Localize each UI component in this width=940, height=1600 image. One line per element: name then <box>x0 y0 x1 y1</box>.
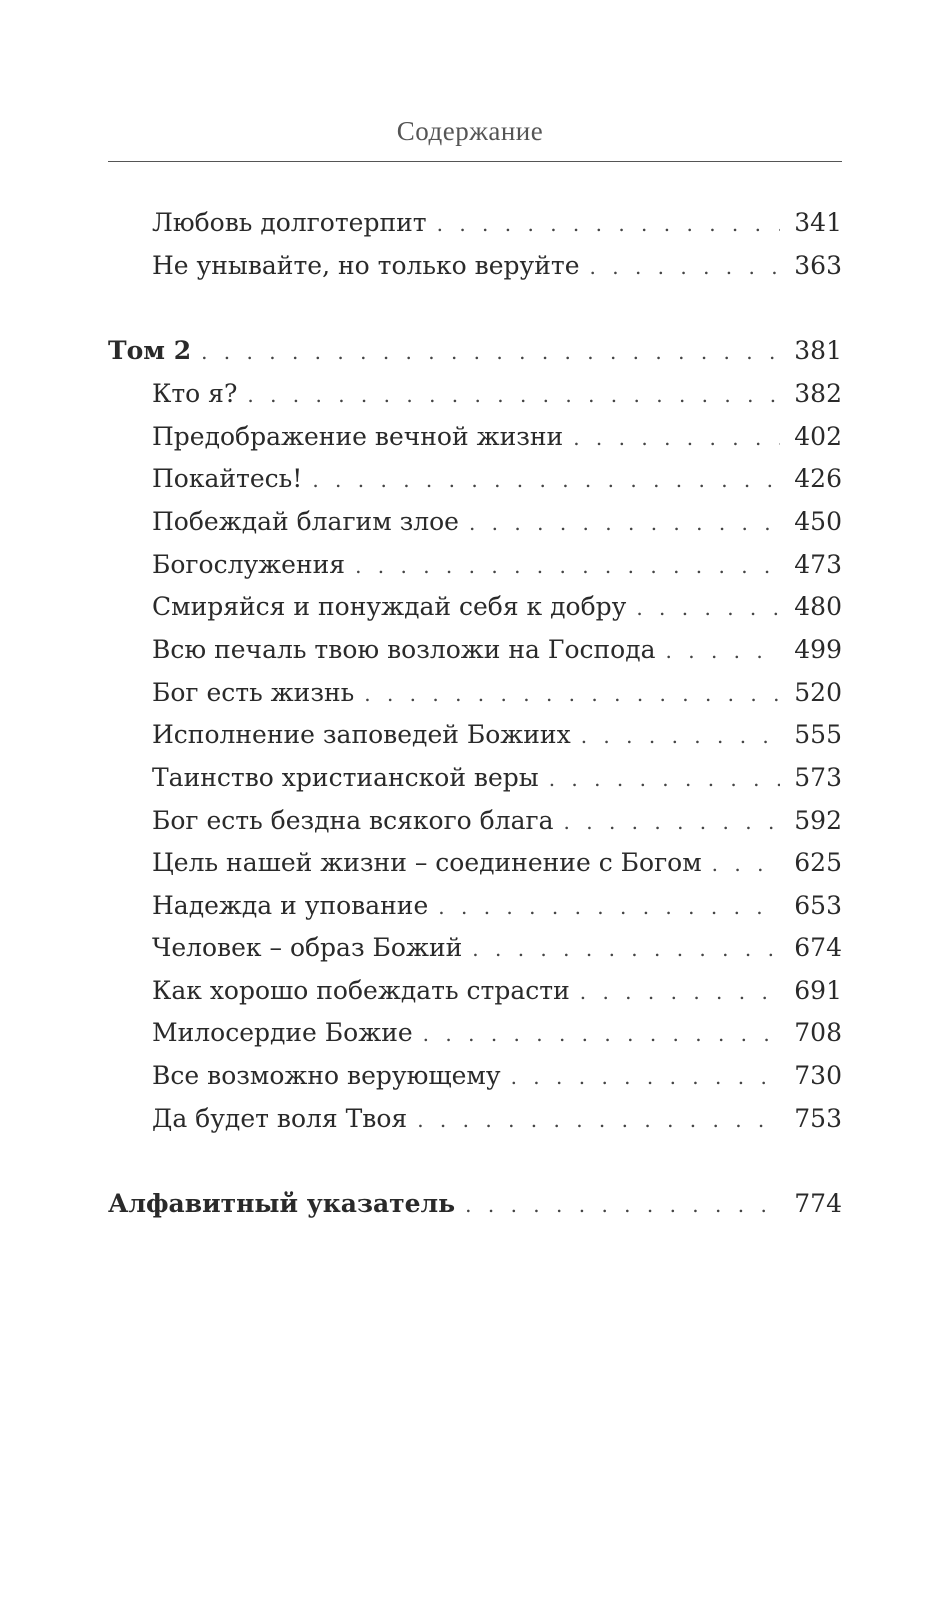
dot-leader <box>312 468 780 492</box>
toc-entry[interactable] <box>152 1018 842 1058</box>
dot-leader <box>511 1065 781 1089</box>
toc-entry-title: Предображение вечной жизни <box>152 422 564 451</box>
toc-entry[interactable] <box>152 550 842 590</box>
toc-entry-page: 653 <box>794 891 842 920</box>
toc-entry-title: Цель нашей жизни – соединение с Богом <box>152 848 702 877</box>
dot-leader <box>573 426 780 450</box>
toc-entry-title: Все возможно верующему <box>152 1061 501 1090</box>
toc-entry-title: Не унывайте, но только веруйте <box>152 251 580 280</box>
toc-entry-page: 625 <box>794 848 842 877</box>
toc-entry-page: 426 <box>794 464 842 493</box>
toc-entry[interactable] <box>152 678 842 718</box>
toc-entry-page: 382 <box>794 379 842 408</box>
toc-entry-page: 555 <box>794 720 842 749</box>
dot-leader <box>437 212 781 236</box>
toc-entry-page: 708 <box>794 1018 842 1047</box>
toc-index-heading[interactable] <box>108 1189 842 1229</box>
dot-leader <box>564 810 781 834</box>
toc-entry-page: 450 <box>794 507 842 536</box>
toc-entry[interactable] <box>152 507 842 547</box>
dot-leader <box>590 255 781 279</box>
toc-entry-page: 592 <box>794 806 842 835</box>
toc-entry-page: 730 <box>794 1061 842 1090</box>
dot-leader <box>355 554 780 578</box>
toc-entry[interactable] <box>152 720 842 760</box>
toc-entry-page: 499 <box>794 635 842 664</box>
toc-entry-title: Человек – образ Божий <box>152 933 463 962</box>
header-divider <box>108 161 842 162</box>
toc-entry-title: Богослужения <box>152 550 346 579</box>
toc-entry[interactable] <box>152 848 842 888</box>
toc-entry-title: Бог есть жизнь <box>152 678 355 707</box>
dot-leader <box>417 1108 780 1132</box>
dot-leader <box>469 511 780 535</box>
toc-entry[interactable] <box>152 976 842 1016</box>
toc-entry-title: Побеждай благим злое <box>152 507 459 536</box>
toc-entry-title: Покайтесь! <box>152 464 303 493</box>
dot-leader <box>423 1022 781 1046</box>
page-title: Содержание <box>396 116 544 146</box>
toc-entry-page: 473 <box>794 550 842 579</box>
toc-entry[interactable] <box>152 806 842 846</box>
toc-entry[interactable] <box>152 251 842 291</box>
toc-entry-title: Смиряйся и понуждай себя к добру <box>152 592 627 621</box>
toc-entry-title: Том 2 <box>108 336 192 365</box>
toc-entry-title: Бог есть бездна всякого блага <box>152 806 554 835</box>
toc-entry-title: Как хорошо побеждать страсти <box>152 976 570 1005</box>
dot-leader <box>666 639 781 663</box>
toc-entry-title: Всю печаль твою возложи на Господа <box>152 635 656 664</box>
toc-entry[interactable] <box>152 933 842 973</box>
toc-entry-page: 753 <box>794 1104 842 1133</box>
toc-entry-title: Кто я? <box>152 379 238 408</box>
toc-entry-page: 573 <box>794 763 842 792</box>
dot-leader <box>247 383 780 407</box>
dot-leader <box>465 1193 780 1217</box>
toc-entry-page: 363 <box>794 251 842 280</box>
toc-entry-title: Милосердие Божие <box>152 1018 413 1047</box>
toc-entry-title: Да будет воля Твоя <box>152 1104 408 1133</box>
toc-entry[interactable] <box>152 891 842 931</box>
toc-entry-page: 402 <box>794 422 842 451</box>
toc-entry-page: 341 <box>794 208 842 237</box>
toc-entry[interactable] <box>152 422 842 462</box>
toc-entry-page: 381 <box>794 336 842 365</box>
toc-entry-page: 674 <box>794 933 842 962</box>
dot-leader <box>580 980 781 1004</box>
toc-entry-title: Таинство христианской веры <box>152 763 539 792</box>
toc-volume-heading[interactable] <box>108 336 842 376</box>
toc-entry[interactable] <box>152 379 842 419</box>
dot-leader <box>581 724 781 748</box>
toc-entry-page: 480 <box>794 592 842 621</box>
toc-entry-title: Исполнение заповедей Божиих <box>152 720 571 749</box>
toc-entry[interactable] <box>152 464 842 504</box>
toc-entry[interactable] <box>152 1104 842 1144</box>
dot-leader <box>636 596 780 620</box>
dot-leader <box>712 852 781 876</box>
toc-entry-page: 691 <box>794 976 842 1005</box>
toc-entry[interactable] <box>152 763 842 803</box>
toc-entry[interactable] <box>152 635 842 675</box>
toc-entry-page: 520 <box>794 678 842 707</box>
toc-entry-title: Алфавитный указатель <box>108 1189 456 1218</box>
dot-leader <box>472 937 780 961</box>
dot-leader <box>549 767 781 791</box>
toc-entry[interactable] <box>152 1061 842 1101</box>
toc-entry[interactable] <box>152 208 842 248</box>
toc-entry[interactable] <box>152 592 842 632</box>
dot-leader <box>364 682 780 706</box>
dot-leader <box>201 340 780 364</box>
toc-entry-title: Любовь долготерпит <box>152 208 427 237</box>
toc-entry-title: Надежда и упование <box>152 891 429 920</box>
toc-entry-page: 774 <box>794 1189 842 1218</box>
dot-leader <box>438 895 780 919</box>
